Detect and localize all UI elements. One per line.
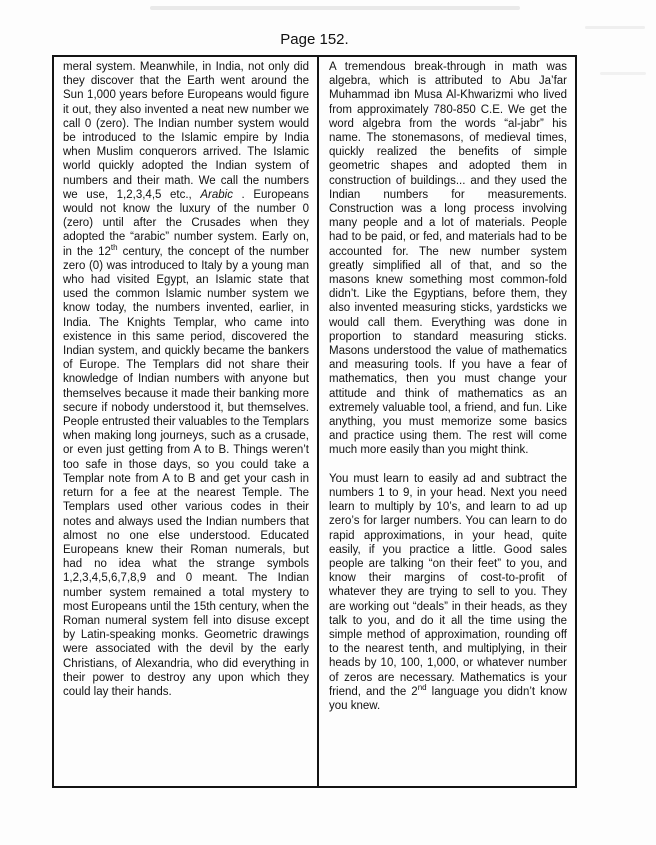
scan-artifact [150, 6, 520, 10]
page-number-header: Page 152. [280, 31, 349, 48]
right-column [319, 57, 575, 786]
right-column-paragraph-1: A tremendous break-through in math was algebra, which is attributed to Abu Ja’far Muhammad ibn Musa Al-Khwarizmi who lived from approximately 780-850 C.E. We get the word algebra from the words “al-jabr” his name. The stonemasons, of medieval times, quickly realized the benefits of simple geometric shapes and adopted them in construction of buildings... and they used the Indian numbers for measurements. Construction was a long process involving many people and a lot of materials. People had to be paid, or fed, and materials had to be accounted for. The new number system greatly simplified all of that, and so the masons knew something most common-fold didn’t. Like the Egyptians, before them, they also invented measuring sticks, yardsticks we would call them. Everything was done in proportion to standard measuring sticks. Masons understood the value of mathematics and measuring tools. If you have a fear of mathematics, then you must change your attitude and think of mathematics as an extremely valuable tool, a friend, and fun. Like anything, you must memorize some basics and practice using them. The rest will come much more easily than you might think. [329, 61, 567, 457]
right-column-paragraph-2: You must learn to easily ad and subtract the numbers 1 to 9, in your head. Next you need learn to multiply by 10’s, and learn to ad up zero’s for larger numbers. You can learn to do rapid approximations, in your head, quite easily, if you practice a little. Good sales people are talking “on their feet” to you, and know their margins of cost-to-profit of whatever they are trying to sell to you. They are working out “deals” in their heads, as they talk to you, and do it all the time using the simple method of approximation, rounding off to the nearest tenth, and multiplying, in their heads by 10, 100, 1,000, or whatever number of zeros are necessary. Mathematics is your friend, and the 2nd language you didn’t know you knew. [329, 472, 567, 712]
scan-artifact [600, 72, 646, 75]
document-text-box [52, 55, 577, 788]
scan-artifact [585, 26, 645, 29]
left-column-paragraph: meral system. Meanwhile, in India, not only did they discover that the Earth went around the Sun 1,000 years before Europeans would figure it out, they also invented a neat new number we call 0 (zero). The Indian number system would be introduced to the Islamic empire by India when Muslim conquerors arrived. The Islamic world quickly adopted the Indian system of numbers and their math. We call the numbers we use, 1,2,3,4,5 etc., Arabic . Europeans would not know the luxury of the number 0 (zero) until after the Crusades when they adopted the “arabic” number system. Early on, in the 12th century, the concept of the number zero (0) was introduced to Italy by a young man who had visited Egypt, an Islamic state that used the common Islamic number system we know today, the numbers invented, earlier, in India. The Knights Templar, who came into existence in this same period, discovered the Indian system, and quickly became the bankers of Europe. The Templars did not share their knowledge of Indian numbers with anyone but themselves because it made their banking more secure if nobody understood it, but themselves. People entrusted their valuables to the Templars when making long journeys, such as a crusade, or even just getting from A to B. Things weren’t too safe in those days, so you could take a Templar note from A to B and get your cash in return for a fee at the nearest Temple. The Templars used other various codes in their notes and always used the Indian numbers that almost no one else understood. Educated Europeans knew their Roman numerals, but had no idea what the strange symbols 1,2,3,4,5,6,7,8,9 and 0 meant. The Indian number system remained a total mystery to most Europeans until the 15th century, when the Roman numeral system fell into disuse except by Latin-speaking monks. Geometric drawings were associated with the devil by the early Christians, of Alexandria, who did everything in their power to destroy any upon which they could lay their hands. [63, 61, 309, 698]
left-column [54, 57, 319, 786]
